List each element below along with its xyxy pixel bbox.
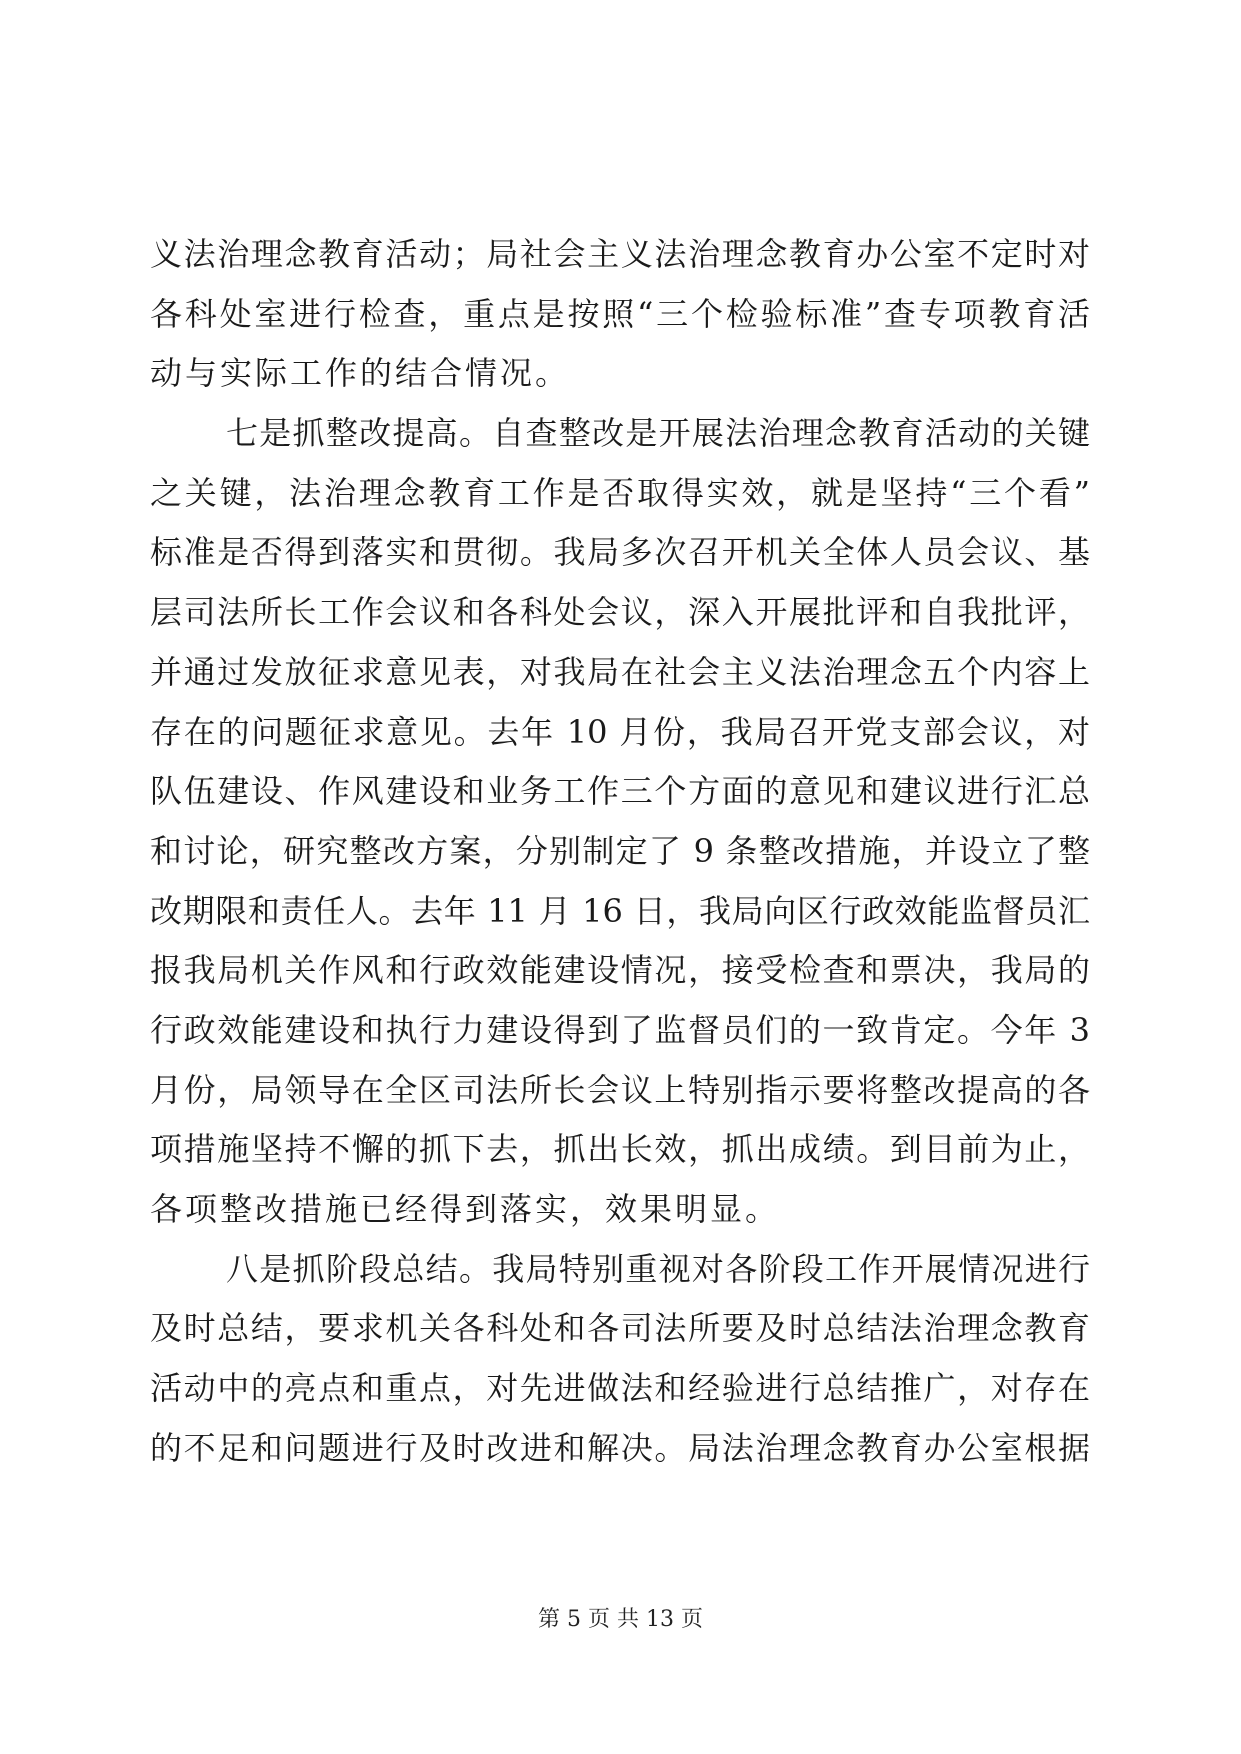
text-line: 活动中的亮点和重点，对先进做法和经验进行总结推广，对存在 [150, 1369, 1090, 1408]
text-line: 义法治理念教育活动；局社会主义法治理念教育办公室不定时对 [150, 235, 1090, 273]
paragraph-start-line: 八是抓阶段总结。我局特别重视对各阶段工作开展情况进行 [226, 1249, 1090, 1288]
text-line: 各项整改措施已经得到落实，效果明显。 [150, 1190, 781, 1228]
text-line: 和讨论，研究整改方案，分别制定了 9 条整改措施，并设立了整 [150, 831, 1090, 870]
document-body [150, 225, 1090, 1478]
text-line: 行政效能建设和执行力建设得到了监督员们的一致肯定。今年 3 [150, 1010, 1090, 1049]
text-line: 各科处室进行检查，重点是按照“三个检验标准”查专项教育活 [150, 294, 1090, 333]
text-line: 改期限和责任人。去年 11 月 16 日，我局向区行政效能监督员汇 [150, 891, 1090, 930]
text-line: 标准是否得到落实和贯彻。我局多次召开机关全体人员会议、基 [150, 533, 1090, 572]
text-line: 报我局机关作风和行政效能建设情况，接受检查和票决，我局的 [150, 951, 1090, 990]
text-line: 的不足和问题进行及时改进和解决。局法治理念教育办公室根据 [150, 1428, 1090, 1467]
text-line: 之关键，法治理念教育工作是否取得实效，就是坚持“三个看” [150, 473, 1090, 512]
text-line: 存在的问题征求意见。去年 10 月份，我局召开党支部会议，对 [150, 712, 1090, 751]
text-line: 项措施坚持不懈的抓下去，抓出长效，抓出成绩。到目前为止， [150, 1130, 1090, 1169]
text-line: 层司法所长工作会议和各科处会议，深入开展批评和自我批评， [150, 593, 1090, 632]
text-line: 队伍建设、作风建设和业务工作三个方面的意见和建议进行汇总 [150, 772, 1090, 811]
text-line: 月份，局领导在全区司法所长会议上特别指示要将整改提高的各 [150, 1070, 1090, 1109]
text-line: 并通过发放征求意见表，对我局在社会主义法治理念五个内容上 [150, 652, 1090, 691]
text-line: 动与实际工作的结合情况。 [150, 354, 571, 393]
paragraph-start-line: 七是抓整改提高。自查整改是开展法治理念教育活动的关键 [226, 414, 1090, 453]
page-number-footer: 第 5 页 共 13 页 [538, 1607, 703, 1632]
text-line: 及时总结，要求机关各科处和各司法所要及时总结法治理念教育 [150, 1309, 1090, 1348]
